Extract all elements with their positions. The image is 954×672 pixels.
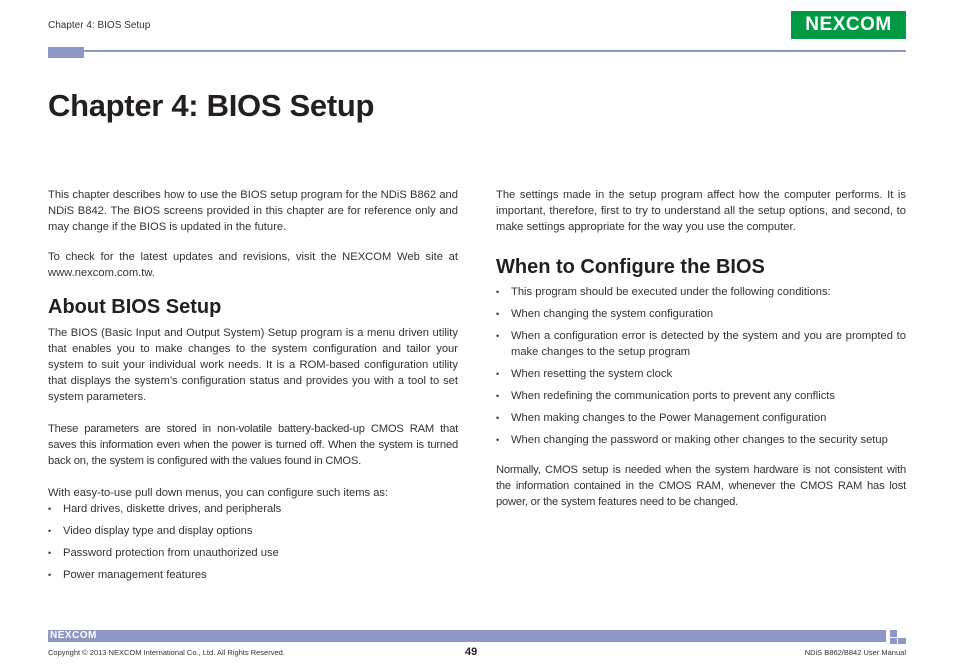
list-item: • When changing the system configuration bbox=[496, 306, 906, 322]
when-to-configure-heading: When to Configure the BIOS bbox=[496, 256, 765, 278]
left-column bbox=[48, 187, 458, 583]
about-paragraph-1: The BIOS (Basic Input and Output System) Setup program is a menu driven utility that enables you to make changes to the system configuration and tailor your system to suit your individual work needs. It is a ROM-based configuration utility that displays the system’s configuration status and provides you with a tool to set system parameters. bbox=[48, 327, 458, 403]
settings-intro-paragraph: The settings made in the setup program affect how the computer performs. It is important, therefore, first to try to understand all the setup options, and second, to make settings appropriate for the way you use the computer. bbox=[496, 189, 906, 233]
footer-square-decoration bbox=[890, 638, 897, 644]
list-item: • This program should be executed under the following conditions: bbox=[496, 284, 906, 300]
header-tab-marker bbox=[48, 47, 84, 58]
list-item: • Power management features bbox=[48, 567, 458, 583]
list-item: • When resetting the system clock bbox=[496, 366, 906, 382]
list-item: • When a configuration error is detected by the system and you are prompted to make changes to the setup program bbox=[496, 328, 906, 360]
list-item: • When making changes to the Power Management configuration bbox=[496, 410, 906, 426]
header-rule bbox=[48, 50, 906, 52]
copyright-text: Copyright © 2013 NEXCOM International Co., Ltd. All Rights Reserved. bbox=[48, 648, 285, 657]
footer-square-decoration bbox=[890, 630, 897, 637]
list-item: • When changing the password or making other changes to the security setup bbox=[496, 432, 906, 448]
footer-bar bbox=[48, 630, 886, 642]
header-chapter-label: Chapter 4: BIOS Setup bbox=[48, 20, 151, 31]
page-number: 49 bbox=[465, 646, 478, 658]
configurable-items-list bbox=[48, 501, 458, 583]
footer-nexcom-logo: NEXCOM bbox=[50, 630, 97, 641]
about-paragraph-3: With easy-to-use pull down menus, you can configure such items as: bbox=[48, 487, 389, 499]
nexcom-logo: NEXCOM bbox=[791, 11, 906, 39]
manual-title: NDiS B862/B842 User Manual bbox=[804, 648, 906, 657]
footer-square-decoration bbox=[898, 638, 906, 644]
list-item: • Password protection from unauthorized use bbox=[48, 545, 458, 561]
conditions-list bbox=[496, 284, 906, 448]
intro-paragraph-2: To check for the latest updates and revisions, visit the NEXCOM Web site at www.nexcom.com.tw. bbox=[48, 251, 458, 279]
list-item: • Hard drives, diskette drives, and peripherals bbox=[48, 501, 458, 517]
closing-paragraph: Normally, CMOS setup is needed when the system hardware is not consistent with the information contained in the CMOS RAM, whenever the CMOS RAM has lost power, or the system features need to be changed. bbox=[496, 464, 906, 508]
about-paragraph-2: These parameters are stored in non-volatile battery-backed-up CMOS RAM that saves this information even when the power is turned off. When the system is turned back on, the system is configured with the values found in CMOS. bbox=[48, 423, 458, 467]
intro-paragraph-1: This chapter describes how to use the BIOS setup program for the NDiS B862 and NDiS B842. The BIOS screens provided in this chapter are for reference only and may change if the BIOS is updated in the future. bbox=[48, 189, 458, 233]
list-item: • Video display type and display options bbox=[48, 523, 458, 539]
page-title: Chapter 4: BIOS Setup bbox=[48, 88, 375, 123]
right-column bbox=[496, 187, 906, 510]
list-item: • When redefining the communication ports to prevent any conflicts bbox=[496, 388, 906, 404]
about-bios-heading: About BIOS Setup bbox=[48, 296, 222, 318]
